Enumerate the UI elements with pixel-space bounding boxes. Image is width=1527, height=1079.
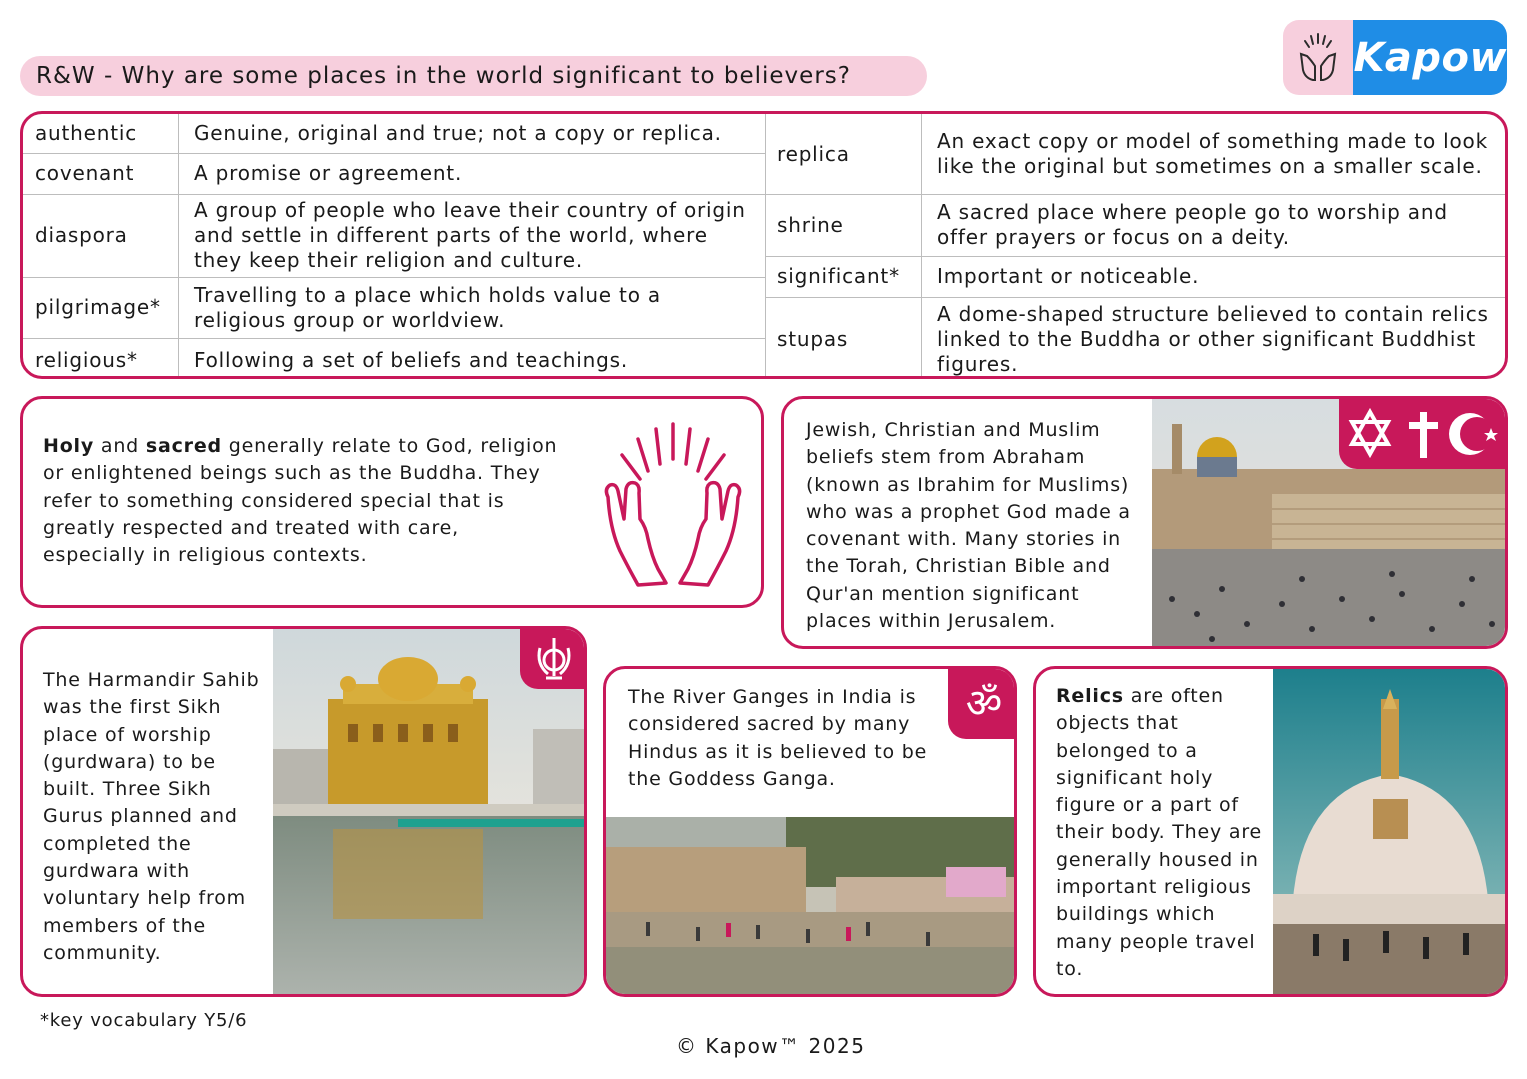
harmandir-sahib-panel [20, 626, 587, 997]
praying-hands-icon [1283, 20, 1353, 95]
vocab-term: covenant [35, 161, 135, 185]
copyright-notice: © Kapow™ 2025 [676, 1034, 866, 1058]
vocab-term: significant* [777, 264, 900, 288]
relics-panel [1033, 666, 1508, 997]
vocab-definition: A dome-shaped structure believed to contain relics linked to the Buddha or other significant Buddhist figures. [937, 302, 1489, 376]
vocab-term: stupas [777, 327, 849, 351]
vocab-term: diaspora [35, 223, 128, 247]
vocab-definition: Following a set of beliefs and teachings. [194, 347, 628, 372]
jerusalem-text: Jewish, Christian and Muslim beliefs stem from Abraham (known as Ibrahim for Muslims) who was a prophet God made a covenant with. Many stories in the Torah, Christian Bible and Qur'an mention significant places within Jerusalem. [806, 419, 1131, 633]
vocab-term: shrine [777, 212, 844, 237]
harmandir-sahib-text: The Harmandir Sahib was the first Sikh place of worship (gurdwara) to be built. Three Sikh Gurus planned and completed the gurdwara with voluntary help from members of the community. [43, 669, 260, 964]
vocab-definition: Important or noticeable. [937, 264, 1200, 288]
abrahamic-symbols-badge [1339, 399, 1508, 469]
kapow-wordmark: Kapow [1353, 20, 1507, 95]
vocab-definition: An exact copy or model of something made to look like the original but sometimes on a smaller scale. [937, 129, 1488, 178]
vocab-definition: Genuine, original and true; not a copy or replica. [194, 121, 722, 145]
holy-sacred-text: Holy and sacred generally relate to God, religion or enlightened beings such as the Buddha. They refer to something considered special that is greatly respected and treated with care, especially in religious contexts. [43, 435, 558, 567]
vocab-term: authentic [35, 121, 138, 145]
stupa-photo [1273, 669, 1508, 997]
vocab-definition: A sacred place where people go to worship and offer prayers or focus on a deity. [937, 200, 1448, 249]
relics-text: Relics are often objects that belonged to a significant holy figure or a part of their body. They are generally housed in important religious buildings which many people travel to. [1056, 685, 1263, 980]
holy-sacred-panel [20, 396, 764, 608]
om-icon: ॐ [948, 669, 1017, 739]
vocab-term: pilgrimage* [35, 295, 161, 319]
star-of-david-icon [1352, 412, 1388, 454]
vocabulary-table [20, 111, 1508, 379]
vocab-term: replica [777, 141, 850, 166]
crescent-star-icon [1449, 413, 1498, 455]
key-vocabulary-footnote: *key vocabulary Y5/6 [40, 1010, 248, 1031]
khanda-icon [520, 629, 587, 689]
river-ganges-photo [606, 817, 1017, 997]
vocab-term: religious* [35, 347, 138, 372]
cross-icon [1409, 412, 1438, 458]
ganges-text: The River Ganges in India is considered sacred by many Hindus as it is believed to be the Goddess Ganga. [628, 686, 928, 790]
page-title: R&W - Why are some places in the world significant to believers? [20, 56, 927, 96]
jerusalem-panel [781, 396, 1508, 649]
vocab-definition: A promise or agreement. [194, 161, 463, 185]
ganges-panel [603, 666, 1017, 997]
vocab-definition: Travelling to a place which holds value to a religious group or worldview. [194, 282, 661, 332]
kapow-logo [1283, 20, 1507, 95]
praying-hands-icon [598, 419, 748, 593]
vocab-definition: A group of people who leave their country of origin and settle in different parts of the world, where they keep their religion and culture. [194, 198, 746, 272]
